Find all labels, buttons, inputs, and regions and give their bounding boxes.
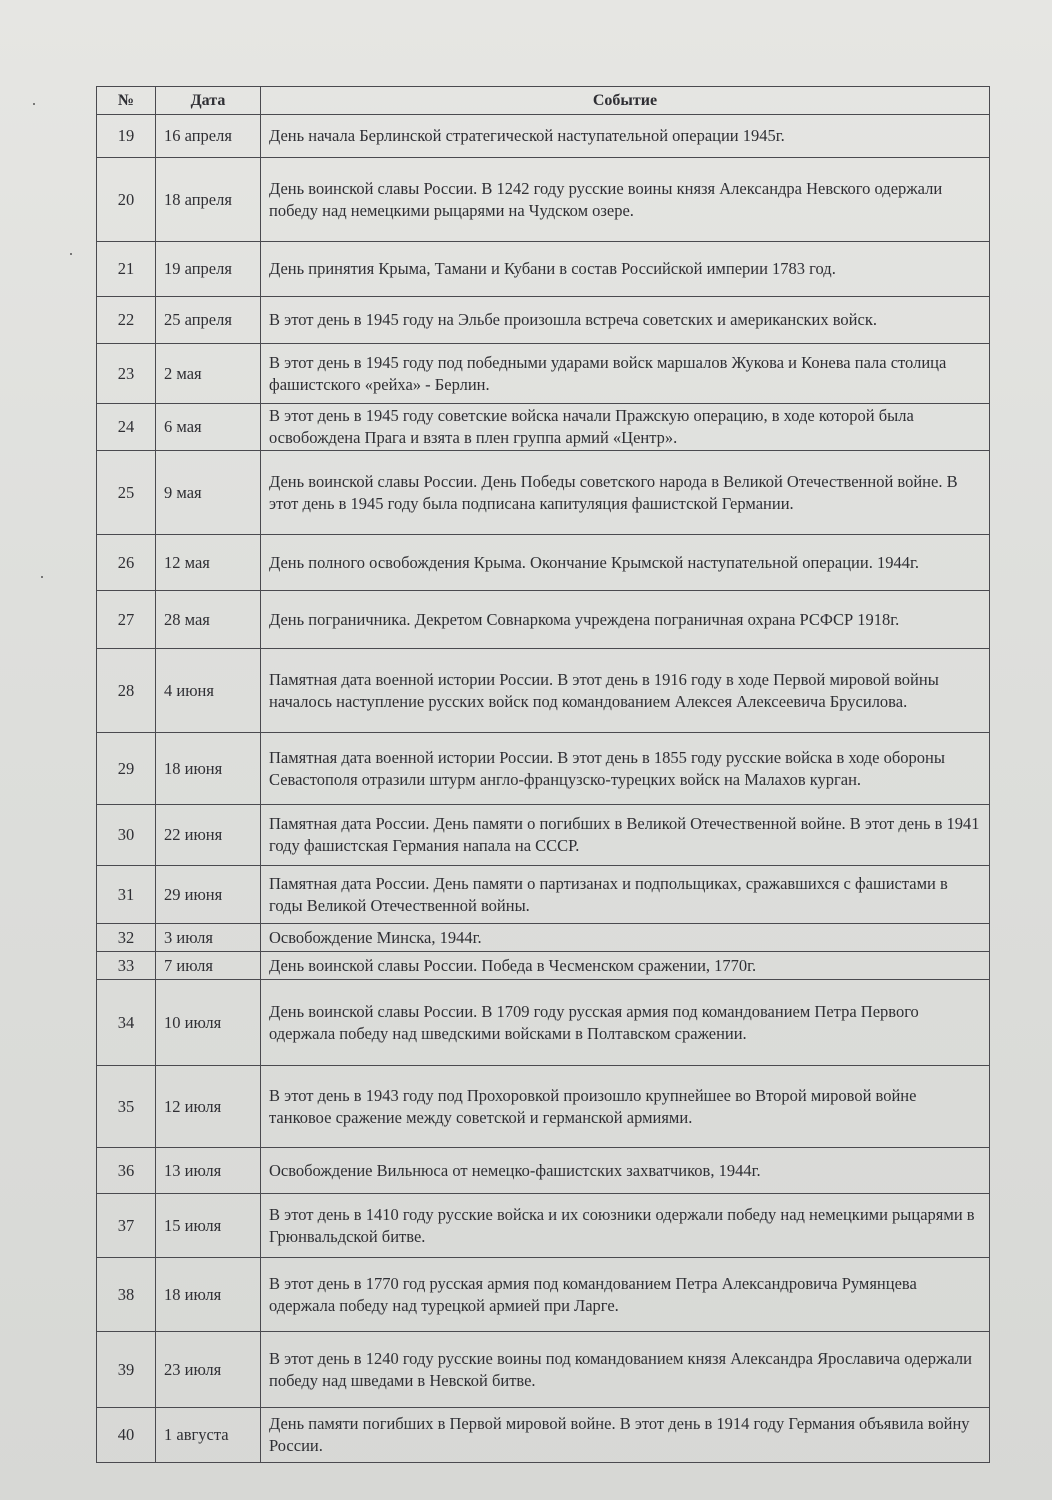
row-num: 29 xyxy=(97,733,156,805)
table-row xyxy=(97,344,990,404)
row-event: День памяти погибших в Первой мировой войне. В этот день в 1914 году Германия объявила войну России. xyxy=(261,1408,990,1463)
row-num: 20 xyxy=(97,158,156,242)
row-num: 33 xyxy=(97,952,156,980)
table-row xyxy=(97,980,990,1066)
row-date: 12 мая xyxy=(156,535,261,591)
table-row xyxy=(97,242,990,297)
row-num: 35 xyxy=(97,1066,156,1148)
row-num: 28 xyxy=(97,649,156,733)
table-header-row xyxy=(97,87,990,115)
events-table xyxy=(96,86,990,1463)
row-event: День воинской славы России. В 1709 году русская армия под командованием Петра Первого одержала победу над шведскими войсками в Полтавском сражении. xyxy=(261,980,990,1066)
row-event: В этот день в 1770 год русская армия под командованием Петра Александровича Румянцева одержала победу над турецкой армией при Ларге. xyxy=(261,1258,990,1332)
table-row xyxy=(97,805,990,866)
row-event: Памятная дата военной истории России. В этот день в 1855 году русские войска в ходе обороны Севастополя отразили штурм англо-французско-турецких войск на Малахов курган. xyxy=(261,733,990,805)
row-num: 25 xyxy=(97,451,156,535)
row-date: 1 августа xyxy=(156,1408,261,1463)
row-num: 40 xyxy=(97,1408,156,1463)
row-date: 9 мая xyxy=(156,451,261,535)
row-date: 18 июня xyxy=(156,733,261,805)
row-date: 28 мая xyxy=(156,591,261,649)
row-date: 23 июля xyxy=(156,1332,261,1408)
row-event: В этот день в 1240 году русские воины под командованием князя Александра Ярославича одержали победу над шведами в Невской битве. xyxy=(261,1332,990,1408)
row-date: 18 июля xyxy=(156,1258,261,1332)
header-date: Дата xyxy=(156,87,261,115)
row-num: 30 xyxy=(97,805,156,866)
row-event: День полного освобождения Крыма. Окончание Крымской наступательной операции. 1944г. xyxy=(261,535,990,591)
table-row xyxy=(97,1066,990,1148)
row-date: 2 мая xyxy=(156,344,261,404)
row-event: День воинской славы России. День Победы советского народа в Великой Отечественной войне. В этот день в 1945 году была подписана капитуляция фашистской Германии. xyxy=(261,451,990,535)
table-row xyxy=(97,115,990,158)
row-date: 29 июня xyxy=(156,866,261,924)
row-date: 22 июня xyxy=(156,805,261,866)
row-date: 6 мая xyxy=(156,404,261,451)
row-num: 19 xyxy=(97,115,156,158)
row-num: 36 xyxy=(97,1148,156,1194)
table-row xyxy=(97,158,990,242)
row-date: 25 апреля xyxy=(156,297,261,344)
row-event: Памятная дата России. День памяти о погибших в Великой Отечественной войне. В этот день в 1941 году фашистская Германия напала на СССР. xyxy=(261,805,990,866)
row-date: 7 июля xyxy=(156,952,261,980)
table-row xyxy=(97,404,990,451)
table-row xyxy=(97,924,990,952)
row-date: 18 апреля xyxy=(156,158,261,242)
table-row xyxy=(97,1194,990,1258)
row-date: 15 июля xyxy=(156,1194,261,1258)
row-num: 31 xyxy=(97,866,156,924)
table-row xyxy=(97,1148,990,1194)
row-event: День воинской славы России. В 1242 году русские воины князя Александра Невского одержали победу над немецкими рыцарями на Чудском озере. xyxy=(261,158,990,242)
row-event: День пограничника. Декретом Совнаркома учреждена пограничная охрана РСФСР 1918г. xyxy=(261,591,990,649)
row-num: 21 xyxy=(97,242,156,297)
row-num: 37 xyxy=(97,1194,156,1258)
row-event: В этот день в 1945 году советские войска начали Пражскую операцию, в ходе которой была освобождена Прага и взята в плен группа армий «Центр». xyxy=(261,404,990,451)
row-event: Освобождение Минска, 1944г. xyxy=(261,924,990,952)
row-date: 19 апреля xyxy=(156,242,261,297)
row-date: 4 июня xyxy=(156,649,261,733)
row-event: Освобождение Вильнюса от немецко-фашистских захватчиков, 1944г. xyxy=(261,1148,990,1194)
paper-speck xyxy=(33,103,35,105)
header-event: Событие xyxy=(261,87,990,115)
row-event: День принятия Крыма, Тамани и Кубани в состав Российской империи 1783 год. xyxy=(261,242,990,297)
row-event: Памятная дата военной истории России. В этот день в 1916 году в ходе Первой мировой войны началось наступление русских войск под командованием Алексея Алексеевича Брусилова. xyxy=(261,649,990,733)
table-row xyxy=(97,297,990,344)
table-row xyxy=(97,591,990,649)
row-date: 13 июля xyxy=(156,1148,261,1194)
row-num: 27 xyxy=(97,591,156,649)
table-row xyxy=(97,1258,990,1332)
header-num: № xyxy=(97,87,156,115)
row-event: В этот день в 1943 году под Прохоровкой произошло крупнейшее во Второй мировой войне танковое сражение между советской и германской армиями. xyxy=(261,1066,990,1148)
table-row xyxy=(97,733,990,805)
row-event: День воинской славы России. Победа в Чесменском сражении, 1770г. xyxy=(261,952,990,980)
table-row xyxy=(97,451,990,535)
row-num: 32 xyxy=(97,924,156,952)
row-date: 12 июля xyxy=(156,1066,261,1148)
table-row xyxy=(97,1408,990,1463)
row-num: 38 xyxy=(97,1258,156,1332)
row-event: Памятная дата России. День памяти о партизанах и подпольщиках, сражавшихся с фашистами в годы Великой Отечественной войны. xyxy=(261,866,990,924)
row-event: В этот день в 1945 году под победными ударами войск маршалов Жукова и Конева пала столица фашистского «рейха» - Берлин. xyxy=(261,344,990,404)
row-event: День начала Берлинской стратегической наступательной операции 1945г. xyxy=(261,115,990,158)
row-date: 3 июля xyxy=(156,924,261,952)
table-row xyxy=(97,649,990,733)
row-event: В этот день в 1410 году русские войска и их союзники одержали победу над немецкими рыцарями в Грюнвальдской битве. xyxy=(261,1194,990,1258)
paper-speck xyxy=(41,576,43,578)
row-num: 39 xyxy=(97,1332,156,1408)
row-date: 10 июля xyxy=(156,980,261,1066)
table-row xyxy=(97,952,990,980)
paper-speck xyxy=(70,253,72,255)
row-num: 26 xyxy=(97,535,156,591)
row-num: 22 xyxy=(97,297,156,344)
row-num: 34 xyxy=(97,980,156,1066)
row-event: В этот день в 1945 году на Эльбе произошла встреча советских и американских войск. xyxy=(261,297,990,344)
row-num: 23 xyxy=(97,344,156,404)
table-row xyxy=(97,535,990,591)
row-num: 24 xyxy=(97,404,156,451)
table-row xyxy=(97,866,990,924)
row-date: 16 апреля xyxy=(156,115,261,158)
table-row xyxy=(97,1332,990,1408)
